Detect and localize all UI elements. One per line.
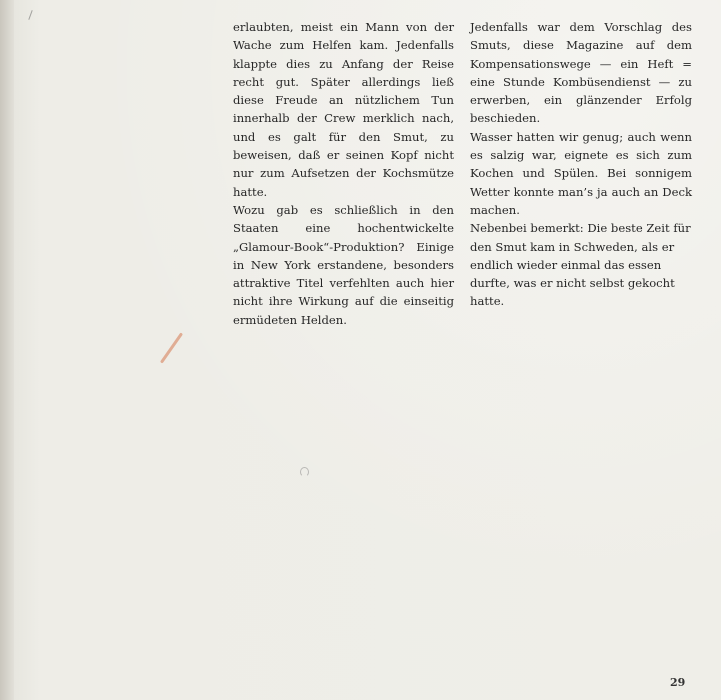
book-spine-shadow [0, 0, 14, 700]
paragraph: Nebenbei bemerkt: Die beste Zeit für den Smut kam in Schweden, als er endlich wieder einmal das essen durfte, was er nicht selbst gekocht hatte. [470, 221, 691, 309]
left-text-column [233, 18, 454, 329]
paragraph: Jedenfalls war dem Vorschlag des Smuts, diese Magazine auf dem Kompensationswege — ein Heft = eine Stunde Kombüsendienst — zu erwerben, ein glänzender Erfolg beschieden. [470, 20, 692, 126]
paragraph: erlaubten, meist ein Mann von der Wache zum Helfen kam. Jedenfalls klappte dies zu Anfang der Reise recht gut. Später allerdings ließ diese Freude an nützlichem Tun innerhalb der Crew merklich nach, und es galt für den Smut, zu beweisen, daß er seinen Kopf nicht nur zum Aufsetzen der Kochsmütze hatte. [233, 20, 454, 199]
page-number: 29 [670, 676, 686, 689]
paragraph: Wasser hatten wir genug; auch wenn es salzig war, eignete es sich zum Kochen und Spülen. Bei sonnigem Wetter konnte man’s ja auch an Deck machen. [470, 129, 692, 217]
paragraph: Wozu gab es schließlich in den Staaten eine hochentwickelte „Glamour-Book“-Produktion? Einige in New York erstandene, besonders attraktive Titel verfehlten auch hier nicht ihre Wirkung auf die einseitig ermüdeten Helden. [233, 202, 454, 327]
right-text-column [470, 18, 692, 311]
pencil-tick-mark [28, 10, 32, 20]
pencil-mark [300, 467, 309, 477]
paper-stain [160, 332, 183, 363]
